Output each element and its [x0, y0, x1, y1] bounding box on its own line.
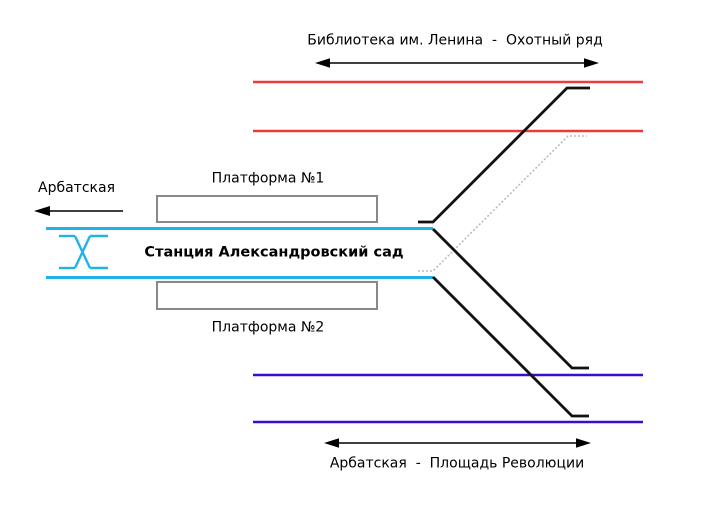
bottom-route-arrow	[324, 438, 591, 447]
west-direction-arrow	[34, 206, 123, 216]
platform-2-rect	[157, 282, 377, 309]
top-route-arrow	[315, 58, 599, 67]
crossover-x	[59, 236, 108, 268]
bottom-route-label: Арбатская - Площадь Революции	[329, 455, 585, 472]
top-route-arrow-head-left	[315, 58, 330, 67]
connector-to-blue-lower	[433, 277, 589, 416]
west-direction-arrow-head	[34, 206, 50, 216]
platform-1-rect	[157, 196, 377, 222]
bottom-route-arrow-head-left	[324, 438, 339, 447]
station-name-label: Станция Александровский сад	[144, 244, 404, 261]
dotted-connector-to-red-line	[418, 136, 587, 271]
top-route-label: Библиотека им. Ленина - Охотный ряд	[307, 32, 603, 49]
platform-2-label: Платформа №2	[211, 319, 325, 336]
connector-to-red-line	[418, 88, 590, 222]
platform-1-label: Платформа №1	[211, 170, 325, 187]
west-direction-label: Арбатская	[38, 180, 115, 196]
bottom-route-arrow-head-right	[576, 438, 591, 447]
top-route-arrow-head-right	[584, 58, 599, 67]
